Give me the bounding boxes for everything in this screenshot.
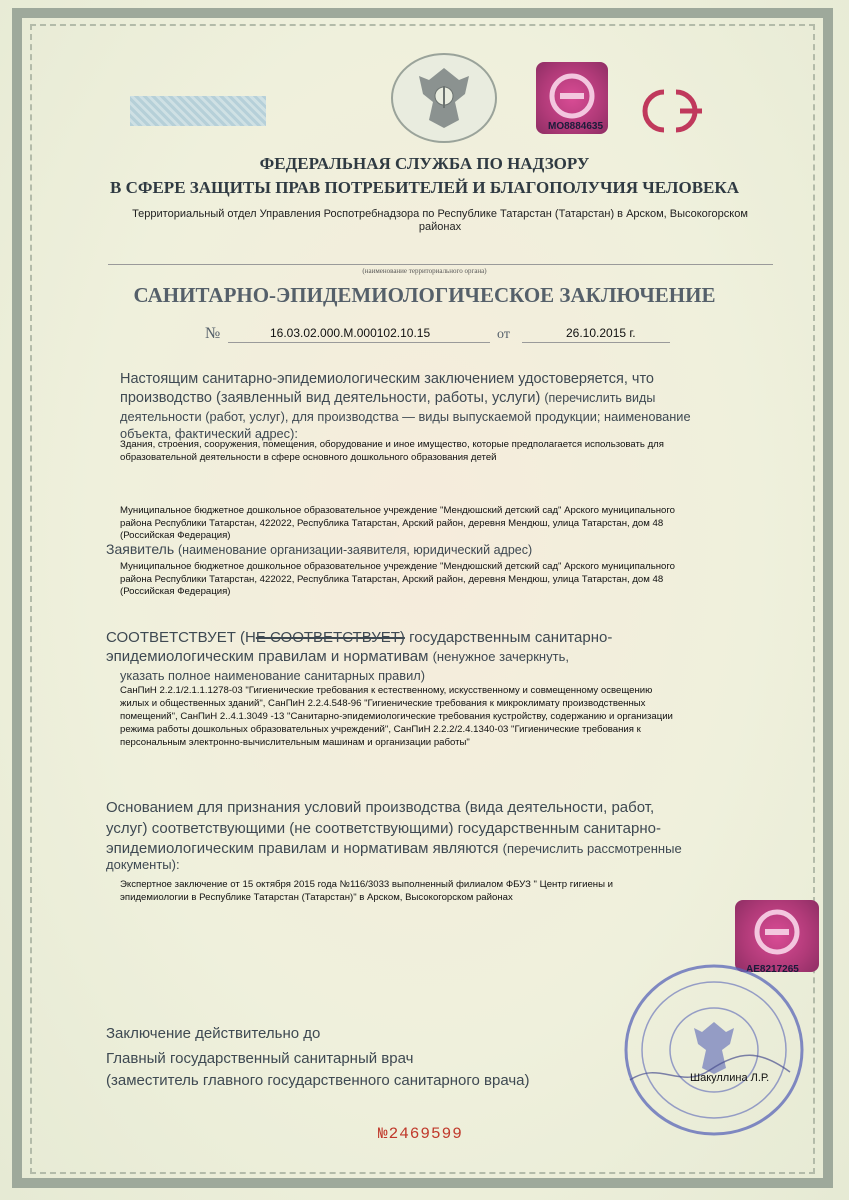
applicant-line1: Муниципальное бюджетное дошкольное образовательное учреждение "Мендюшский детский сад" Арского муниципального [120,561,675,572]
compliance-line3: указать полное наименование санитарных правил) [120,668,425,683]
security-sticker [130,96,266,126]
applicant-heading [106,541,532,557]
intro-line2-hint: (перечислить виды [544,391,656,405]
basis-line3-hint: (перечислить рассмотренные [502,841,682,856]
official-stamp-icon [620,960,808,1140]
date-underline [522,342,670,343]
compliance-line2-main: эпидемиологическим правилам и нормативам [106,648,429,665]
number-underline [228,342,490,343]
territorial-line2: районах [418,221,462,233]
org-line1: Муниципальное бюджетное дошкольное образовательное учреждение "Мендюшский детский сад" Арского муниципального [120,505,675,516]
document-number: 16.03.02.000.М.000102.10.15 [270,326,431,340]
object-line1: Здания, строения, сооружения, помещения, оборудование и иное имущество, которые предполагается использовать для [120,439,664,450]
rules-line3: помещений", СанПиН 2..4.1.3049 -13 "Санитарно-эпидемиологические требования кустройству, содержанию и организации [120,711,673,722]
territorial-line1: Территориальный отдел Управления Роспотребнадзора по Республике Татарстан (Татарстан) в Арском, Высокогорском [132,208,748,220]
compliance-line2-hint: (ненужное зачеркнуть, [432,649,569,664]
rules-line4: режима работы дошкольных образовательных учреждений", СанПиН 2.2.2/2.4.1340-03 "Гигиенические требования к [120,724,641,735]
compliance-line1 [106,629,612,646]
agency-line1: ФЕДЕРАЛЬНАЯ СЛУЖБА ПО НАДЗОРУ [259,154,590,173]
emblem-icon [389,50,499,146]
basis-doc-line1: Экспертное заключение от 15 октября 2015 года №116/3033 выполненный филиалом ФБУЗ " Центр гигиены и [120,879,613,890]
agency-line2: В СФЕРЕ ЗАЩИТЫ ПРАВ ПОТРЕБИТЕЛЕЙ И БЛАГОПОЛУЧИЯ ЧЕЛОВЕКА [110,178,739,197]
se-mark-icon [634,86,706,136]
applicant-label: Заявитель [106,541,175,557]
intro-line4: объекта, фактический адрес): [120,426,298,441]
document-title: САНИТАРНО-ЭПИДЕМИОЛОГИЧЕСКОЕ ЗАКЛЮЧЕНИЕ [133,283,716,307]
basis-doc-line2: эпидемиологии в Республике Татарстан (Татарстан)" в Арском, Высокогорском районах [120,892,513,903]
number-label: № [205,325,221,342]
rules-line1: СанПиН 2.2.1/2.1.1.1278-03 "Гигиенические требования к естественному, искусственному и совмещенному освещению [120,685,653,696]
intro-line2 [120,390,655,406]
intro-line2-main: производство (заявленный вид деятельности, работы, услуги) [120,390,541,406]
basis-line1: Основанием для признания условий производства (вида деятельности, работ, [106,799,655,816]
signer-name: Шакуллина Л.Р. [690,1072,770,1084]
rules-line2: жилых и общественных зданий", СанПиН 2.2.4.548-96 "Гигиенические требования к микроклимату производственных [120,698,646,709]
applicant-hint: (наименование организации-заявителя, юридический адрес) [178,543,533,557]
applicant-line2: района Республики Татарстан, 422022, Республика Татарстан, Арский район, деревня Мендюш, улица Татарстан, дом 48 [120,574,664,585]
valid-until: Заключение действительно до [106,1025,321,1042]
applicant-line3: (Российская Федерация) [120,586,231,597]
org-line3: (Российская Федерация) [120,530,231,541]
compliance-line2 [106,648,569,665]
basis-line3 [106,840,682,857]
object-line2: образовательной деятельности в сфере основного дошкольного образования детей [120,452,497,463]
document-date: 26.10.2015 г. [566,326,636,340]
intro-line1: Настоящим санитарно-эпидемиологическим заключением удостоверяется, что [120,371,654,387]
hologram-number: МО8884635 [548,121,604,132]
chief-line1: Главный государственный санитарный врач [106,1050,414,1067]
basis-line2: услуг) соответствующими (не соответствующими) государственным санитарно- [106,820,661,837]
struck-text: Е СООТВЕТСТВУЕТ) [255,629,405,646]
compliance-rest: государственным санитарно- [404,629,613,646]
territorial-underline [108,264,773,265]
rules-line5: персональным электронно-вычислительным машинам и организации работы" [120,737,470,748]
serial-number: №2469599 [378,1125,463,1143]
org-line2: района Республики Татарстан, 422022, Республика Татарстан, Арский район, деревня Мендюш, улица Татарстан, дом 48 [120,518,664,529]
hologram2-number: АЕ8217265 [746,964,799,975]
basis-line3-main: эпидемиологическим правилам и нормативам являются [106,840,499,857]
chief-line2: (заместитель главного государственного санитарного врача) [106,1072,530,1089]
date-label: от [497,327,510,342]
compliance-word: СООТВЕТСТВУЕТ (Н [106,629,256,646]
territorial-caption: (наименование территориального органа) [362,267,487,275]
intro-line3: деятельности (работ, услуг), для производства — виды выпускаемой продукции; наименование [120,409,691,424]
basis-line4: документы): [106,857,180,872]
